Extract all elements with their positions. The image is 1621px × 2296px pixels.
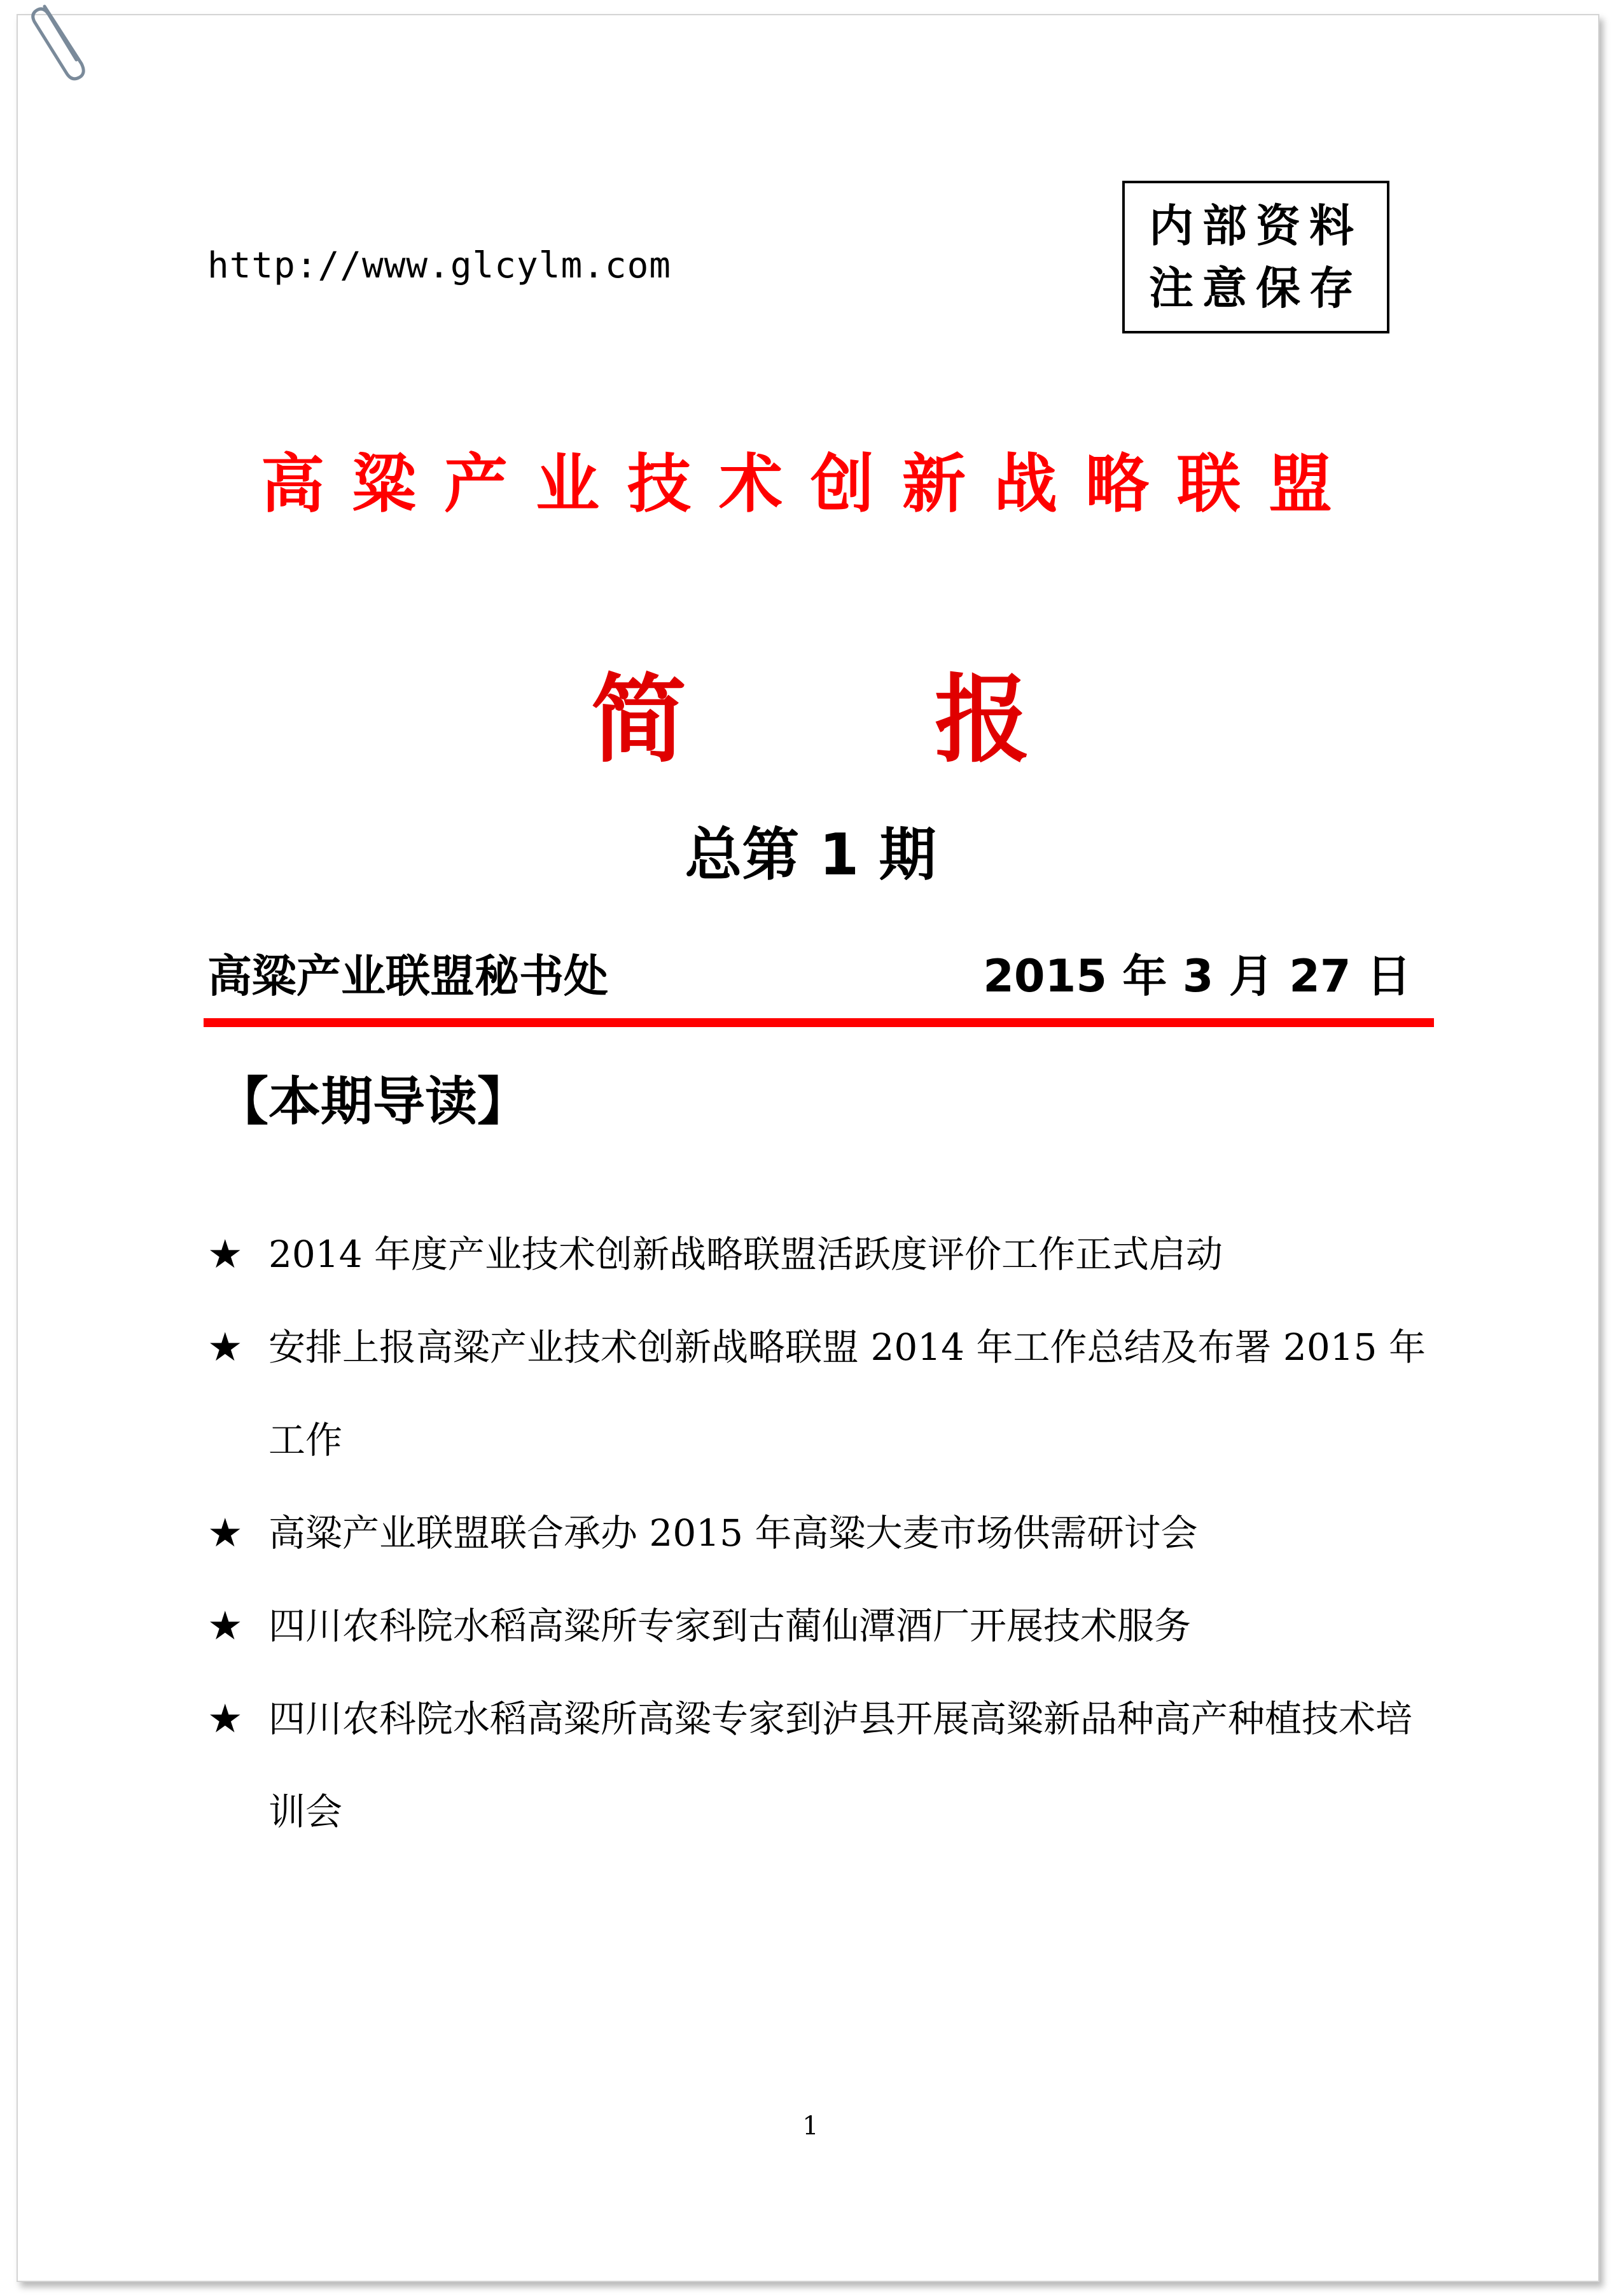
guide-item[interactable] bbox=[207, 1672, 1448, 1858]
website-url[interactable]: http://www.glcylm.com bbox=[207, 245, 672, 286]
stamp-line-1: 内部资料 bbox=[1149, 200, 1363, 252]
brief-title-char-1: 简 bbox=[590, 664, 686, 776]
issue-date: 2015 年 3 月 27 日 bbox=[983, 950, 1411, 1002]
stamp-line-2: 注意保存 bbox=[1149, 262, 1363, 314]
guide-item[interactable] bbox=[207, 1579, 1448, 1672]
guide-heading: 【本期导读】 bbox=[216, 1072, 530, 1132]
guide-item-text: 四川农科院水稻高粱所专家到古蔺仙潭酒厂开展技术服务 bbox=[268, 1604, 1192, 1648]
guide-item[interactable] bbox=[207, 1208, 1448, 1301]
guide-item[interactable] bbox=[207, 1301, 1448, 1487]
guide-item-text: 四川农科院水稻高粱所高粱专家到泸县开展高粱新品种高产种植技术培训会 bbox=[268, 1697, 1413, 1833]
red-divider-rule bbox=[204, 1018, 1434, 1027]
guide-item-text: 高粱产业联盟联合承办 2015 年高粱大麦市场供需研讨会 bbox=[268, 1511, 1198, 1555]
organization-title: 高粱产业技术创新战略联盟 bbox=[261, 447, 1360, 521]
internal-material-stamp bbox=[1122, 181, 1389, 333]
issuer: 高粱产业联盟秘书处 bbox=[207, 950, 608, 1002]
star-icon: ★ bbox=[207, 1509, 243, 1556]
issue-number: 总第 1 期 bbox=[685, 822, 936, 888]
star-icon: ★ bbox=[207, 1695, 243, 1742]
star-icon: ★ bbox=[207, 1231, 243, 1277]
brief-title-char-2: 报 bbox=[935, 664, 1031, 776]
star-icon: ★ bbox=[207, 1602, 243, 1649]
guide-item-text: 2014 年度产业技术创新战略联盟活跃度评价工作正式启动 bbox=[268, 1233, 1223, 1276]
paperclip-icon bbox=[25, 0, 89, 83]
guide-list bbox=[207, 1208, 1448, 1858]
page-number: 1 bbox=[802, 2111, 819, 2141]
guide-item-text: 安排上报高粱产业技术创新战略联盟 2014 年工作总结及布署 2015 年工作 bbox=[268, 1326, 1426, 1462]
star-icon: ★ bbox=[207, 1324, 243, 1370]
document-page bbox=[17, 14, 1599, 2282]
brief-title bbox=[0, 643, 1621, 780]
guide-item[interactable] bbox=[207, 1487, 1448, 1579]
